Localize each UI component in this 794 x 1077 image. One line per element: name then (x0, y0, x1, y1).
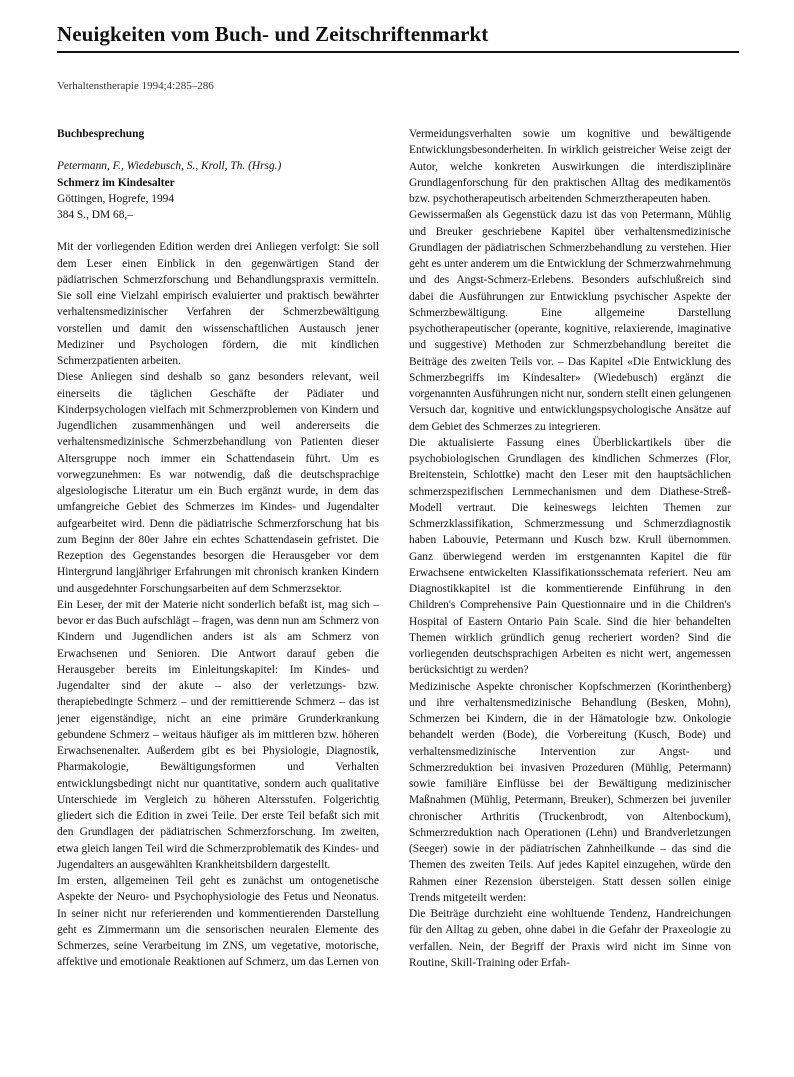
paragraph: Im ersten, allgemeinen Teil geht es zunächst um ontogenetische Aspekte der Neuro- und Psychophysiologie des Fetus und Neonatus. In seiner nicht nur referierenden und kommentierenden Darstellung geht es Zimmermann um die sensorischen neuralen Elemente des Schmerzes, seine Verarbeitung im ZNS, um vegetative, motorische, affektive und emotionale Reaktionen auf Schmerz, um das Lernen von (57, 875, 379, 969)
book-publisher: Göttingen, Hogrefe, 1994 (57, 192, 175, 205)
paragraph: Mit der vorliegenden Edition werden drei Anliegen verfolgt: Sie soll dem Leser einen Einblick in den gegenwärtigen Stand der pädiatrischen Schmerzforschung und Behandlungspraxis vermitteln. Sie soll eine Vielzahl empirisch evaluierter und praktisch bewährter verhaltensmedizinischer Verfahren der Schmerzbewältigung vorstellen und damit den wissenschaftlichen Austausch jener Mediziner und Psychologen fördern, die mit kindlichen Schmerzpatienten arbeiten. (57, 241, 379, 367)
paragraph: Gewissermaßen als Gegenstück dazu ist das von Petermann, Mühlig und Breuker geschriebene Kapitel über verhaltensmedizinische Grundlagen der pädiatrischen Schmerzbehandlung zu verstehen. Hier geht es unter anderem um die Entwicklung der Schmerzwahrnehmung und des Angst-Schmerz-Erlebens. Besonders aufschlußreich sind dabei die Ausführungen zur Entwicklung psychischer Aspekte der Schmerzbewältigung. Eine allgemeine Darstellung psychotherapeutischer (operante, kognitive, relaxierende, imaginative und suggestive) Methoden zur Schmerzbehandlung bereitet die Beiträge des zweiten Teils vor. – Das Kapitel «Die Entwicklung des Schmerzbegriffs im Kindesalter» (Wiedebusch) ergänzt die vorgenannten Ausführungen nicht nur, sondern stellt einen gelungenen Versuch dar, kognitive und entwicklungspsychologische Ansätze auf dem Gebiet des Schmerzes zu integrieren. (409, 209, 731, 433)
citation: Verhaltenstherapie 1994;4:285–286 (57, 80, 214, 92)
section-label: Buchbesprechung (57, 128, 145, 140)
paragraph: Medizinische Aspekte chronischer Kopfschmerzen (Korinthenberg) und ihre verhaltensmedizinische Behandlung (Besken, Mohn), Schmerzen bei Kindern, die in der Hämatologie bzw. Onkologie behandelt werden (Bode), die Vorbereitung (Kusch, Bode) und verhaltensmedizinische Intervention zur Angst- und Schmerzreduktion bei invasiven Prozeduren (Mühlig, Petermann) sowie familiäre Einflüsse bei der Bewältigung medizinischer Maßnahmen (Mühlig, Petermann, Breuker), Schmerzen bei juveniler chronischer Arthritis (Truckenbrodt, von Altenbockum), Schmerzreduktion nach Operationen (Lehn) und Brandverletzungen (Seeger) sowie in der pädiatrischen Zahnheilkunde – das sind die Themen des zweiten Teils. Auf jedes Kapitel einzugehen, würde den Rahmen einer Rezension übersteigen. Statt dessen sollen einige Trends mitgeteilt werden: (409, 680, 731, 904)
bibliographic-entry (57, 158, 379, 223)
left-column (57, 126, 379, 971)
book-authors: Petermann, F., Wiedebusch, S., Kroll, Th. (Hrsg.) (57, 160, 282, 173)
paragraph: Vermeidungsverhalten sowie um kognitive und bewältigende Entwicklungsbesonderheiten. In wirklich geistreicher Weise zeigt der Autor, welche konkreten Auswirkungen die interdisziplinäre Grundlagenforschung für den praktischen Alltag des medikamentös bzw. psychotherapeutisch arbeitenden Schmerztherapeuten haben. (409, 128, 731, 205)
header-rule (57, 51, 739, 53)
journal-section-title: Neuigkeiten vom Buch- und Zeitschriftenmarkt (57, 22, 489, 46)
paragraph: Diese Anliegen sind deshalb so ganz besonders relevant, weil einerseits die täglichen Geschäfte der Pädiater und Kinderpsychologen vielfach mit Schmerzproblemen von Kindern und Jugendlichen zusammenhängen und weil andererseits die verhaltensmedizinische Schmerzbehandlung von Patienten dieser Altersgruppe noch immer ein Schattendasein führt. Um es vorwegzunehmen: Es war notwendig, daß die deutschsprachige algesiologische Literatur um ein Buch ergänzt wurde, in dem das umfangreiche Gebiet des Schmerzes im Kindes- und Jugendalter aufgearbeitet wird. Denn die pädiatrische Schmerzforschung hat bis zum Beginn der 80er Jahre ein echtes Schattendasein gefristet. Die Rezeption des Gegenstandes besorgen die Herausgeber vor dem Hintergrund langjähriger Erfahrungen mit chronisch kranken Kindern und ausgedehnter Forschungsarbeiten auf dem Schmerzsektor. (57, 371, 379, 595)
paragraph: Die Beiträge durchzieht eine wohltuende Tendenz, Handreichungen für den Alltag zu geben, ohne dabei in die Gefahr der Praxeologie zu verfallen. Nein, der Begriff der Praxis wird nicht im Sinne von Routine, Skill-Training oder Erfah- (409, 908, 731, 969)
paragraph: Ein Leser, der mit der Materie nicht sonderlich befaßt ist, mag sich – bevor er das Buch aufschlägt – fragen, was denn nun am Schmerz von Kindern und Jugendlichen anders ist als am Schmerz von Erwachsenen und Senioren. Die Antwort darauf geben die Herausgeber bereits im Einleitungskapitel: Im Kindes- und Jugendalter sind der akute – also der verletzungs- bzw. therapiebedingte Schmerz – und der remittierende Schmerz – das ist jener eigenständige, nicht an eine primäre Grunderkrankung gebundene Schmerz – weitaus häufiger als im mittleren bzw. höheren Erwachsenenalter. Außerdem gibt es bei Physiologie, Diagnostik, Pharmakologie, Bewältigungsformen und Verhalten entwicklungsbedingt nicht nur quantitative, sondern auch qualitative Unterschiede im Vergleich zu höheren Altersstufen. Folgerichtig gliedert sich die Edition in zwei Teile. Der erste Teil befaßt sich mit den Grundlagen der pädiatrischen Schmerzforschung. Im zweiten, etwa gleich langen Teil wird die Schmerzproblematik des Kindes- und Jugendalters an ausgewählten Krankheitsbildern dargestellt. (57, 598, 379, 871)
right-column (409, 126, 731, 971)
paragraph: Die aktualisierte Fassung eines Überblickartikels über die psychobiologischen Grundlagen des kindlichen Schmerzes (Flor, Breitenstein, Schlottke) macht den Leser mit den hauptsächlichen schmerzspezifischen Lernmechanismen und dem Diathese-Streß-Modell vertraut. Die keineswegs leichten Themen zur Schmerzklassifikation, Schmerzmessung und Schmerzdiagnostik haben Labouvie, Petermann und Kusch bzw. Krull übernommen. Ganz überwiegend werden im erstgenannten Kapitel die für Erwachsene entwickelten Klassifikationsschemata referiert. Neu am Diagnostikkapitel ist die kommentierende Einführung in den Children's Comprehensive Pain Questionnaire und in die Children's Hospital of Eastern Ontario Pain Scale. Sind die hier behandelten Themen wirklich gründlich genug recheriert worden? Sind die vorliegenden deutschsprachigen Arbeiten es nicht wert, angemessen berücksichtigt zu werden? (409, 436, 731, 677)
book-title: Schmerz im Kindesalter (57, 176, 175, 189)
book-details: 384 S., DM 68,– (57, 209, 133, 221)
